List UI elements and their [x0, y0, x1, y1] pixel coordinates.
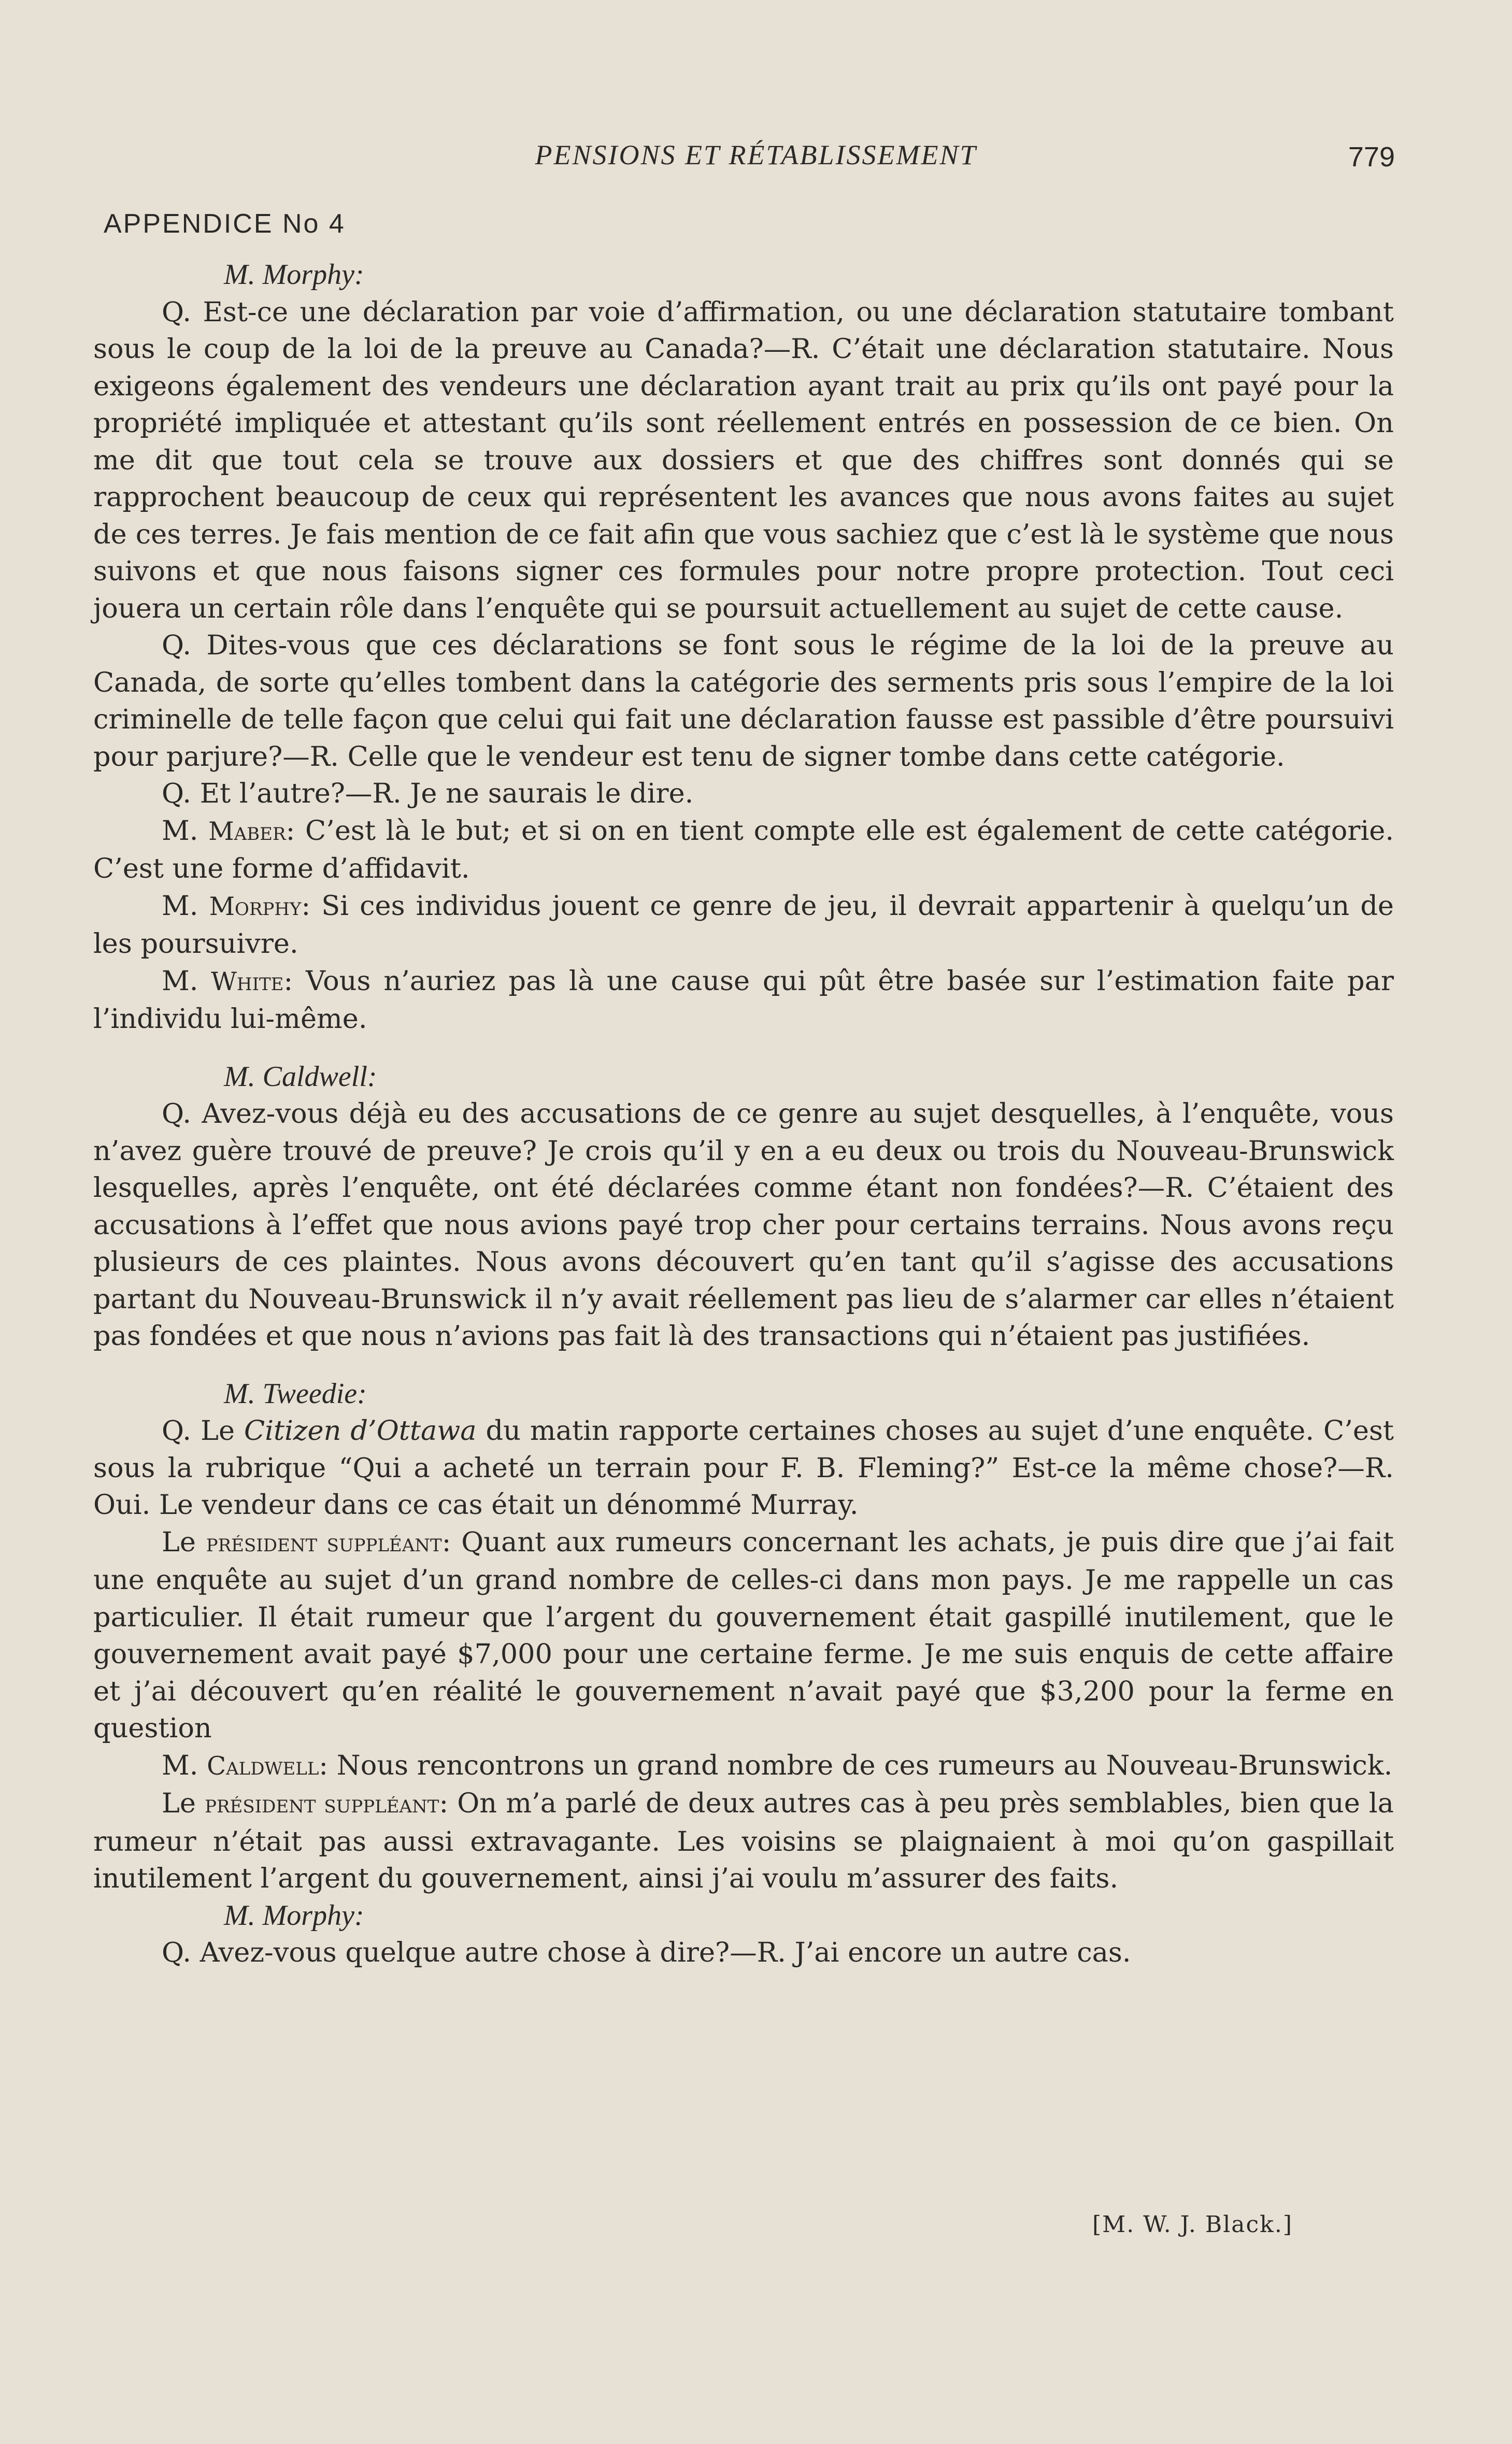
speaker-prefix: M.	[162, 1749, 207, 1781]
paragraph: Q. Avez-vous déjà eu des accusations de ce genre au sujet desquelles, à l’enquête, vous n’avez guère trouvé de preuve? Je crois qu’il y en a eu deux ou trois du Nouveau-Brunswick lesquelles, après l’enquête, ont été déclarées comme étant non fondées?—R. C’étaient des accusations à l’effet que nous avions payé trop cher pour certains terrains. Nous avons reçu plusieurs de ces plaintes. Nous avons découvert qu’en tant qu’il s’agisse des accusations partant du Nouveau-Brunswick il n’y avait réellement pas lieu de s’alarmer car elles n’étaient pas fondées et que nous n’avions pas fait là des transactions qui n’étaient pas justifiées.	[93, 1098, 1394, 1352]
page-number: 779	[1348, 141, 1395, 173]
running-title: PENSIONS ET RÉTABLISSEMENT	[535, 139, 977, 170]
speaker-name: Caldwell	[207, 1751, 319, 1781]
speaker-heading: M. Caldwell:	[224, 1060, 377, 1093]
speech-text: : C’est là le but; et si on en tient compte elle est également de cette catégorie. C’est une forme d’affidavit.	[93, 814, 1394, 884]
speaker-heading: M. Morphy:	[224, 259, 364, 291]
paragraph	[93, 888, 1394, 963]
speech-text: du matin rapporte certaines choses au sujet d’une enquête. C’est sous la rubrique “Qui a acheté un terrain pour F. B. Fleming?” Est-ce la même chose?—R. Oui. Le vendeur dans ce cas était un dénommé Murray.	[93, 1415, 1394, 1521]
body-text	[93, 256, 1394, 1971]
speaker-prefix: M.	[162, 814, 209, 847]
speaker-prefix: Le	[162, 1526, 206, 1558]
speech-text: Q. Le	[162, 1415, 245, 1447]
paragraph	[93, 1412, 1394, 1524]
paragraph: Q. Dites-vous que ces déclarations se font sous le régime de la loi de la preuve au Canada, de sorte qu’elles tombent dans la catégorie des serments pris sous l’empire de la loi criminelle de telle façon que celui qui fait une déclaration fausse est passible d’être poursuivi pour parjure?—R. Celle que le vendeur est tenu de signer tombe dans cette catégorie.	[93, 630, 1394, 773]
speech-text: : On m’a parlé de deux autres cas à peu près semblables, bien que la rumeur n’était pas aussi extravagante. Les voisins se plaignaient à moi qu’on gaspillait inutilement l’argent du gouvernement, ainsi j’ai voulu m’assurer des faits.	[93, 1788, 1394, 1894]
appendix-label: APPENDICE No 4	[104, 209, 346, 239]
speech-text: : Quant aux rumeurs concernant les achats, je puis dire que j’ai fait une enquête au sujet d’un grand nombre de celles-ci dans mon pays. Je me rappelle un cas particulier. Il était rumeur que l’argent du gouvernement était gaspillé inutilement, que le gouvernement avait payé $7,000 pour une certaine ferme. Je me suis enquis de cette affaire et j’ai découvert qu’en réalité le gouvernement n’avait payé que $3,200 pour la ferme en question	[93, 1526, 1394, 1744]
speaker-heading: M. Morphy:	[224, 1899, 364, 1932]
speaker-name: Maber	[208, 817, 286, 846]
newspaper-name: Citizen d’Ottawa	[244, 1415, 477, 1447]
speech-text: : Nous rencontrons un grand nombre de ces rumeurs au Nouveau-Brunswick.	[319, 1749, 1393, 1781]
paragraph: Q. Est-ce une déclaration par voie d’affirmation, ou une déclaration statutaire tombant sous le coup de la loi de la preuve au Canada?—R. C’était une déclaration statutaire. Nous exigeons également des vendeurs une déclaration ayant trait au prix qu’ils ont payé pour la propriété impliquée et attestant qu’ils sont réellement entrés en possession de ce bien. On me dit que tout cela se trouve aux dossiers et que des chiffres sont donnés qui se rapprochent beaucoup de ceux qui représentent les avances que nous avons faites au sujet de ces terres. Je fais mention de ce fait afin que vous sachiez que c’est là le système que nous suivons et que nous faisons signer ces formules pour notre propre protection. Tout ceci jouera un certain rôle dans l’enquête qui se poursuit actuellement au sujet de cette cause.	[93, 296, 1394, 624]
witness-signature: [M. W. J. Black.]	[1092, 2211, 1293, 2238]
paragraph	[93, 812, 1394, 888]
speaker-name: Morphy	[209, 892, 302, 921]
speaker-heading: M. Tweedie:	[224, 1377, 367, 1410]
speaker-name: président suppléant	[205, 1790, 439, 1819]
speaker-name: président suppléant	[206, 1528, 442, 1557]
speaker-prefix: Le	[162, 1788, 205, 1819]
speaker-prefix: M.	[162, 965, 211, 997]
speech-text: : Vous n’auriez pas là une cause qui pût être basée sur l’estimation faite par l’individu lui-même.	[93, 965, 1394, 1035]
speech-text: : Si ces individus jouent ce genre de jeu, il devrait appartenir à quelqu’un de les poursuivre.	[93, 890, 1394, 960]
speaker-prefix: M.	[162, 890, 209, 922]
paragraph	[93, 1747, 1394, 1785]
paragraph	[93, 1524, 1394, 1747]
speaker-name: White	[211, 967, 284, 996]
paragraph	[93, 1785, 1394, 1897]
paragraph: Q. Et l’autre?—R. Je ne saurais le dire.	[162, 778, 694, 809]
paragraph: Q. Avez-vous quelque autre chose à dire?—R. J’ai encore un autre cas.	[162, 1937, 1131, 1968]
paragraph	[93, 963, 1394, 1038]
